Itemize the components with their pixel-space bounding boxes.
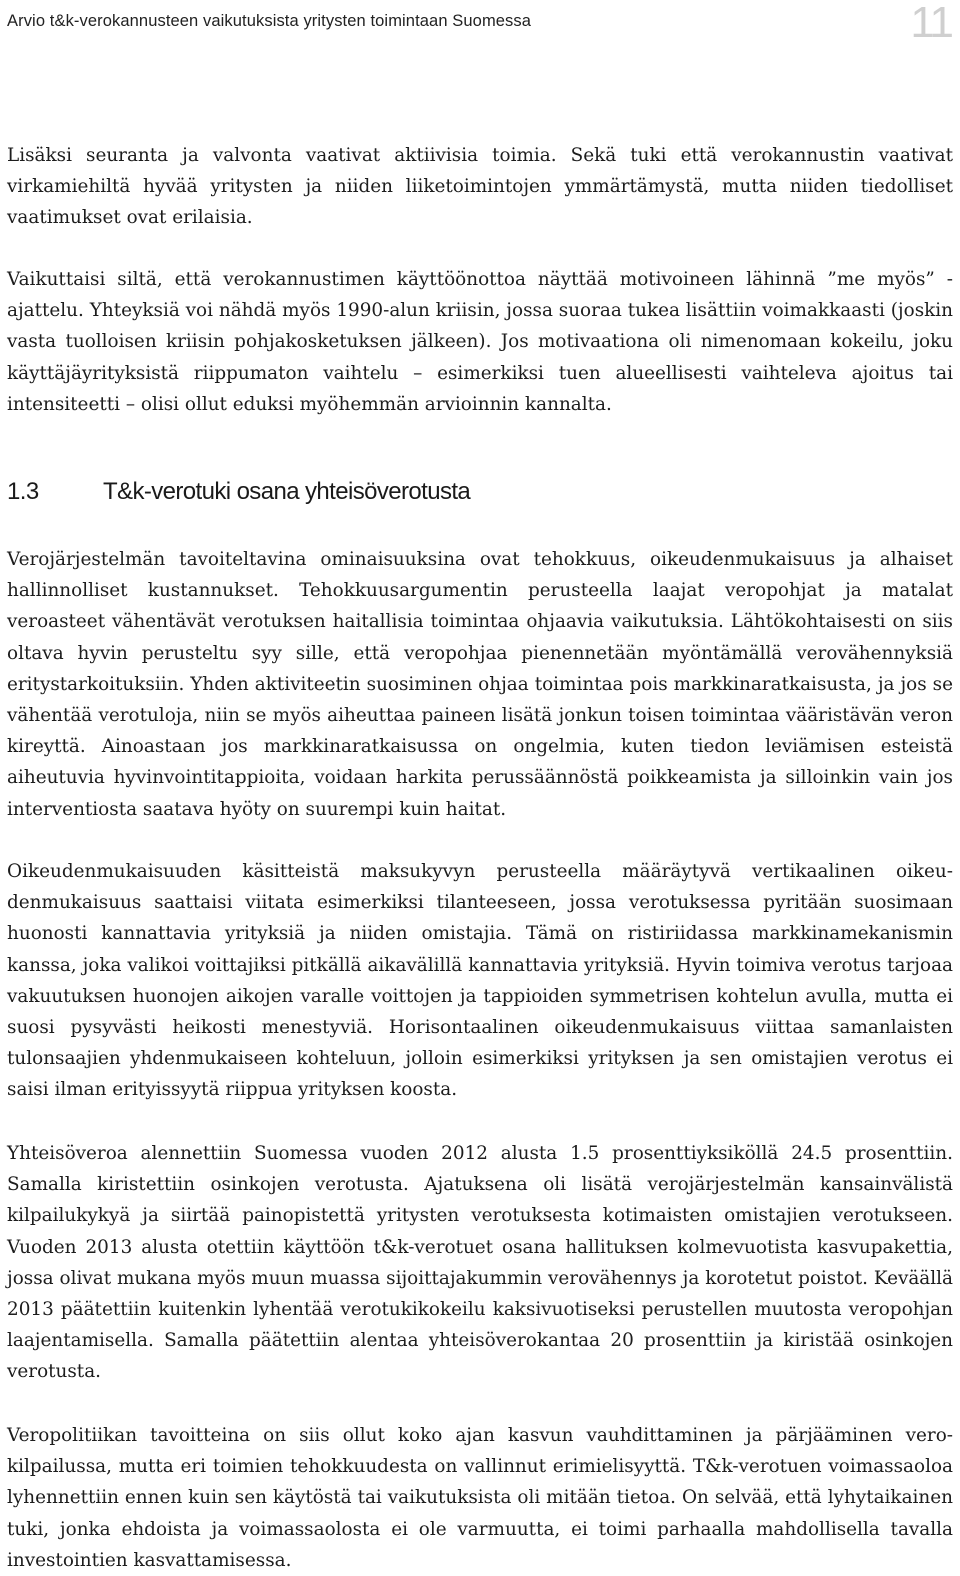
paragraph-3: Verojärjestelmän tavoiteltavina ominaisuuksina ovat tehokkuus, oikeudenmukaisuus ja alhaiset hallinnolliset kustannukset. Tehokkuusargumentin perusteella laajat veropohjat ja matalat veroasteet vähentävät verotuksen haitallisia toimintaa ohjaavia vaikutuksia. Lähtökohtaisesti on siis oltava hyvin perusteltu syy sille, että veropohjaa pienennetään myöntämällä verovähennyksiä eritystarkoituksiin. Yhden aktiviteetin suosiminen ohjaa toimintaa pois markkinaratkaisusta, ja jos se vähentää verotuloja, niin se myös aiheuttaa paineen lisätä jonkun toisen toimintaa vääristävän veron kireyttä. Ainoastaan jos markkinaratkaisussa on ongelmia, kuten tiedon leviämisen esteistä aiheutuvia hyvinvointitappioita, voidaan harkita perussäännöstä poikkeamista ja silloinkin vain jos interventiosta saatava hyöty on suurempi kuin haitat. [7,549,953,820]
section-title: T&k-verotuki osana yhteisöverotusta [103,478,471,505]
paragraph-6: Veropolitiikan tavoitteina on siis ollut koko ajan kasvun vauhdittaminen ja pärjääminen verokilpailussa, mutta eri toimien tehokkuudesta on vallinnut erimielisyyttä. T&k-verotuen voimassaoloa lyhennettiin ennen kuin sen käytöstä tai vaikutuksista oli mitään tietoa. On selvää, että lyhytaikainen tuki, jonka ehdoista ja voimassaolosta ei ole varmuutta, ei toimi parhaalla mahdollisella tavalla investointien kasvattamisessa. [7,1425,953,1571]
section-number: 1.3 [7,478,39,505]
paragraph-2: Vaikuttaisi siltä, että verokannustimen käyttöönottoa näyttää motivoineen lähinnä ”me myös” -ajattelu. Yhteyksiä voi nähdä myös 1990-alun kriisin, jossa suoraa tukea lisättiin voimakkaasti (joskin vasta tuolloisen kriisin pohjakosketuksen jälkeen). Jos motivaationa oli nimenomaan kokeilu, joku käyttäjäyrityksistä riippumaton vaihtelu – esimerkiksi tuen alueellisesti vaihteleva ajoitus tai intensiteetti – olisi ollut eduksi myöhemmän arvioinnin kannalta. [7,269,953,415]
page-number: 11 [910,0,952,47]
running-head: Arvio t&k-verokannusteen vaikutuksista yritysten toimintaan Suomessa [7,12,532,30]
paragraph-4: Oikeudenmukaisuuden käsitteistä maksukyvyn perusteella määräytyvä vertikaalinen oikeudenmukaisuus saattaisi viitata esimerkiksi tilanteeseen, jossa verotuksessa pyritään suosimaan huonosti kannattavia yrityksiä ja niiden omistajia. Tämä on ristiriidassa markkinamekanismin kanssa, joka valikoi voittajiksi pitkällä aikavälillä kannattavia yrityksiä. Hyvin toimiva verotus tarjoaa vakuutuksen huonojen aikojen varalle voittojen ja tappioiden symmetrisen kohtelun avulla, mutta ei suosi pysyvästi heikosti menestyviä. Horisontaalinen oikeudenmukaisuus viittaa samanlaisten tulonsaajien yhdenmukaiseen kohteluun, jolloin esimerkiksi yrityksen ja sen omistajien verotus ei saisi ilman erityissyytä riippua yrityksen koosta. [7,861,953,1101]
paragraph-1: Lisäksi seuranta ja valvonta vaativat aktiivisia toimia. Sekä tuki että verokannustin vaativat virkamiehiltä hyvää yritysten ja niiden liiketoimintojen ymmärtämystä, mutta niiden tiedolliset vaatimukset ovat erilaisia. [7,145,953,229]
section-heading [7,478,470,506]
paragraph-5: Yhteisöveroa alennettiin Suomessa vuoden 2012 alusta 1.5 prosenttiyksiköllä 24.5 prosenttiin. Samalla kiristettiin osinkojen verotusta. Ajatuksena oli lisätä verojärjestelmän kansainvälistä kilpailukykyä ja siirtää painopistettä yritysten verotuksesta kotimaisten omistajien verotukseen. Vuoden 2013 alusta otettiin käyttöön t&k-verotuet osana hallituksen kolmevuotista kasvupakettia, jossa olivat mukana myös muun muassa sijoittajakummin verovähennys ja korotetut poistot. Keväällä 2013 päätettiin kuitenkin lyhentää verotukikokeilu kaksivuotiseksi perustellen muutosta veropohjan laajentamisella. Samalla päätettiin alentaa yhteisöverokantaa 20 prosenttiin ja kiristää osinkojen verotusta. [7,1143,953,1383]
